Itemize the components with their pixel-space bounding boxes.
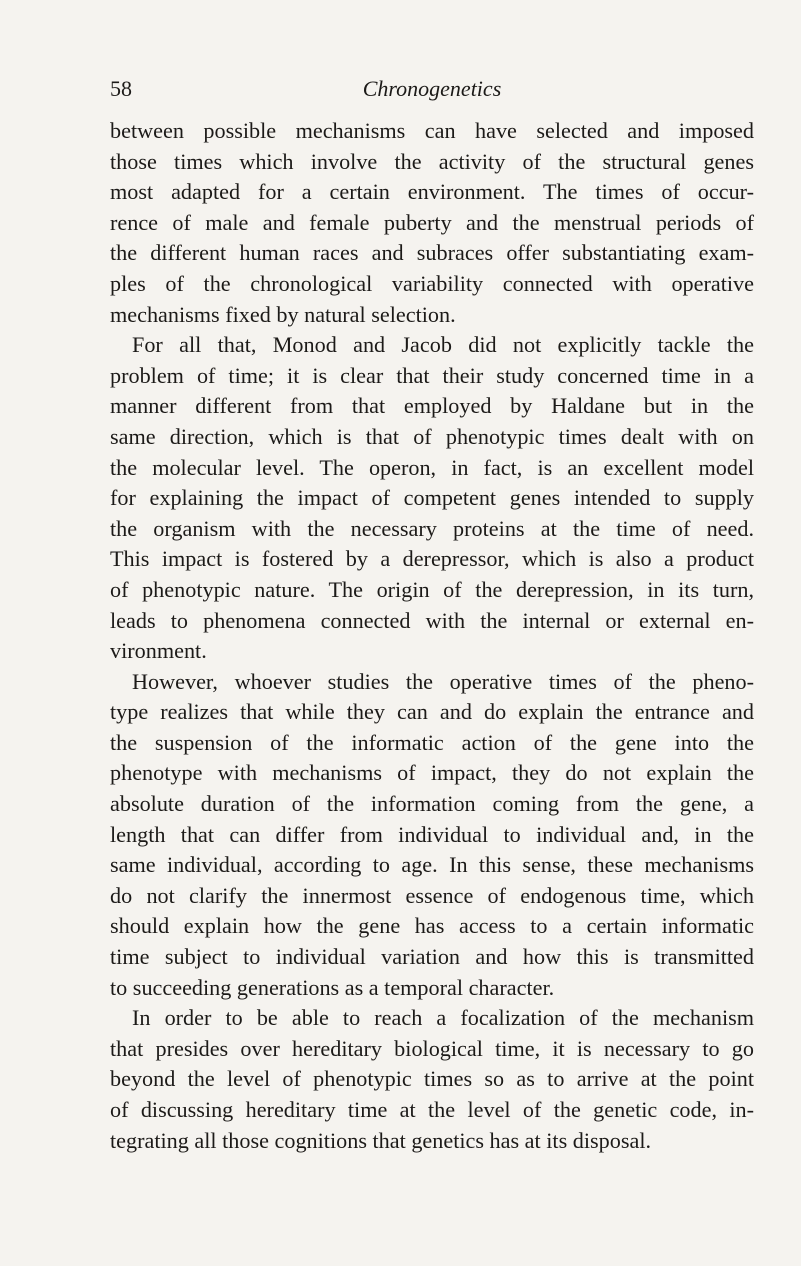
text-line: tegrating all those cognitions that genetics has at its disposal.	[110, 1127, 652, 1153]
text-line: the suspension of the informatic action of the gene into the	[110, 729, 754, 755]
text-line: For all that, Monod and Jacob did not explicitly tackle the	[132, 332, 754, 358]
text-line: manner different from that employed by Haldane but in the	[110, 393, 754, 419]
text-line: for explaining the impact of competent genes intended to supply	[110, 485, 754, 511]
text-line: type realizes that while they can and do explain the entrance and	[110, 699, 754, 725]
text-line: beyond the level of phenotypic times so as to arrive at the point	[110, 1066, 754, 1092]
text-line: rence of male and female puberty and the menstrual periods of	[110, 209, 754, 235]
text-line: same individual, according to age. In this sense, these mechanisms	[110, 852, 754, 878]
running-head	[110, 74, 754, 104]
text-line: that presides over hereditary biological time, it is necessary to go	[110, 1035, 754, 1061]
paragraph-2	[110, 330, 754, 667]
text-line: those times which involve the activity of the structural genes	[110, 148, 754, 174]
paragraph-4	[110, 1003, 754, 1156]
text-line: phenotype with mechanisms of impact, they do not explain the	[110, 760, 754, 786]
text-line: This impact is fostered by a derepressor, which is also a product	[110, 546, 754, 572]
text-line: In order to be able to reach a focalization of the mechanism	[132, 1005, 754, 1031]
text-line: of phenotypic nature. The origin of the derepression, in its turn,	[110, 576, 754, 602]
body-text	[110, 116, 754, 1156]
text-line: mechanisms fixed by natural selection.	[110, 301, 456, 327]
text-line: the different human races and subraces offer substantiating exam-	[110, 240, 754, 266]
text-line: time subject to individual variation and how this is transmitted	[110, 944, 754, 970]
text-line: same direction, which is that of phenotypic times dealt with on	[110, 423, 754, 449]
text-line: leads to phenomena connected with the internal or external en-	[110, 607, 754, 633]
text-line: should explain how the gene has access to a certain informatic	[110, 913, 754, 939]
text-line: the molecular level. The operon, in fact, is an excellent model	[110, 454, 754, 480]
text-line: the organism with the necessary proteins at the time of need.	[110, 515, 754, 541]
text-line: between possible mechanisms can have selected and imposed	[110, 118, 754, 143]
text-line: length that can differ from individual to individual and, in the	[110, 821, 754, 847]
paragraph-1	[110, 116, 754, 330]
text-line: absolute duration of the information coming from the gene, a	[110, 791, 754, 817]
text-line: of discussing hereditary time at the level of the genetic code, in-	[110, 1097, 754, 1122]
text-line: However, whoever studies the operative times of the pheno-	[132, 668, 754, 694]
running-title: Chronogenetics	[362, 76, 502, 101]
text-line: ples of the chronological variability connected with operative	[110, 270, 754, 296]
text-line: do not clarify the innermost essence of endogenous time, which	[110, 882, 754, 908]
paragraph-3	[110, 667, 754, 1004]
page-number: 58	[110, 76, 132, 101]
text-line: to succeeding generations as a temporal character.	[110, 974, 555, 1000]
text-line: most adapted for a certain environment. The times of occur-	[110, 179, 754, 205]
text-line: vironment.	[110, 638, 207, 664]
text-line: problem of time; it is clear that their study concerned time in a	[110, 362, 754, 388]
